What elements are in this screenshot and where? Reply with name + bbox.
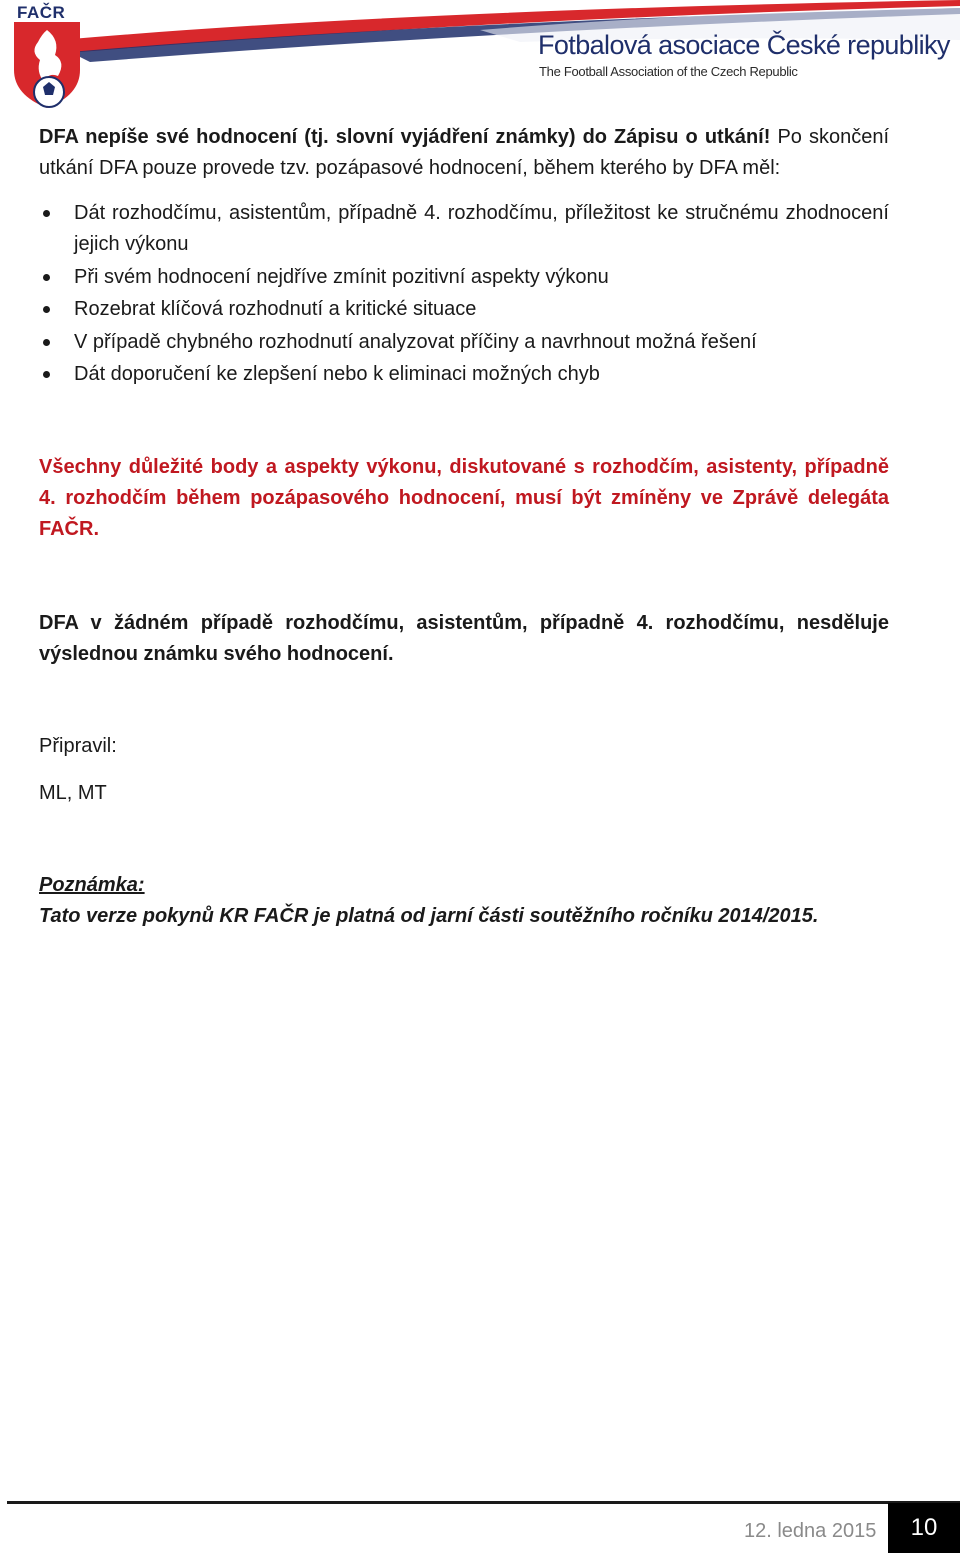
- list-item: V případě chybného rozhodnutí analyzovat příčiny a navrhnout možná řešení: [39, 327, 889, 358]
- document-body: [39, 122, 890, 927]
- list-item: Při svém hodnocení nejdříve zmínit pozitivní aspekty výkonu: [39, 262, 889, 293]
- bullet-icon: [43, 371, 50, 378]
- bold-note: DFA v žádném případě rozhodčímu, asistentům, případně 4. rozhodčímu, nesděluje výslednou známku svého hodnocení.: [39, 612, 889, 665]
- note-title: Poznámka:: [39, 874, 145, 896]
- logo-text: FAČR: [17, 3, 66, 22]
- bullet-icon: [43, 274, 50, 281]
- bullet-list: [39, 198, 889, 390]
- intro-bold: DFA nepíše své hodnocení (tj. slovní vyjádření známky) do Zápisu o utkání!: [39, 126, 771, 148]
- prepared-label: Připravil:: [39, 735, 117, 757]
- intro-paragraph: [39, 122, 889, 184]
- list-item: Rozebrat klíčová rozhodnutí a kritické situace: [39, 294, 889, 325]
- list-item: Dát doporučení ke zlepšení nebo k eliminaci možných chyb: [39, 359, 889, 390]
- page-header: [0, 0, 960, 115]
- facr-shield-logo: [14, 22, 80, 108]
- bullet-icon: [43, 339, 50, 346]
- list-item: Dát rozhodčímu, asistentům, případně 4. rozhodčímu, příležitost ke stručnému zhodnocení jejich výkonu: [39, 198, 889, 260]
- bullet-icon: [43, 306, 50, 313]
- footer-date: 12. ledna 2015: [744, 1520, 877, 1542]
- intro-normal: Po skončení utkání DFA pouze provede tzv. pozápasové hodnocení, během kterého by DFA měl:: [39, 126, 890, 179]
- note-text: Tato verze pokynů KR FAČR je platná od jarní části soutěžního ročníku 2014/2015.: [39, 905, 819, 927]
- bullet-icon: [43, 210, 50, 217]
- org-name-en: The Football Association of the Czech Republic: [539, 64, 798, 79]
- org-name: Fotbalová asociace České republiky: [538, 30, 950, 60]
- red-note: Všechny důležité body a aspekty výkonu, diskutované s rozhodčím, asistenty, případně 4. rozhodčím během pozápasového hodnocení, musí být zmíněny ve Zprávě delegáta FAČR.: [39, 456, 889, 540]
- footer-divider: [7, 1501, 960, 1504]
- page-number: 10: [888, 1503, 960, 1553]
- prepared-by: ML, MT: [39, 782, 107, 804]
